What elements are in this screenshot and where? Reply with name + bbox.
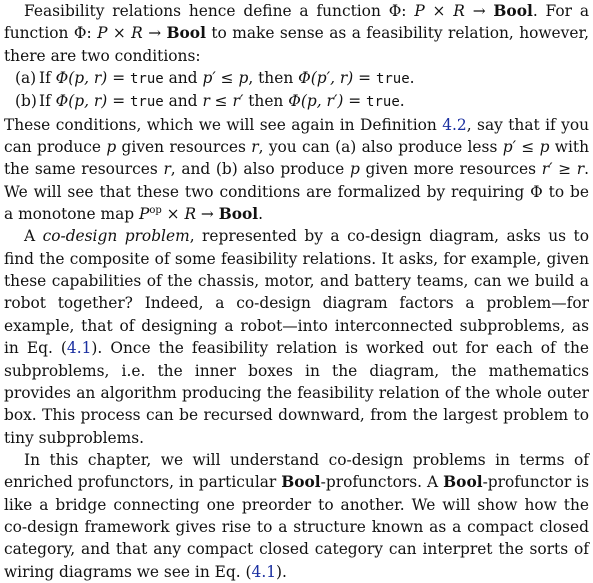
paragraph-co-design-problem: [4, 225, 589, 448]
text: =: [353, 69, 376, 88]
text: , represented by a co-design diagram, asks us to find the composite of some feasibility relations. It asks, for example, given these capabilities of the chassis, motor, and battery teams, can we build a robot together? Indeed, a co-design diagram factors a problem—for example, that of designing a robot—into interconnected subproblems, as in Eq. (: [4, 227, 589, 358]
text: A: [24, 227, 43, 246]
math-expression: r: [251, 138, 259, 157]
superscript: op: [149, 205, 162, 217]
text: , you can (a) also produce less: [258, 138, 503, 157]
math-expression: Φ(p, r): [55, 92, 108, 111]
math-expression: Φ(p, r′): [288, 92, 344, 111]
condition-item-a: [4, 67, 589, 90]
math-expression: P × R: [414, 2, 465, 20]
text: .: [258, 205, 264, 224]
code-value: true: [375, 71, 410, 88]
math-expression: P: [138, 205, 150, 224]
arrow: →: [142, 24, 167, 43]
text: ).: [276, 562, 287, 581]
text: If: [39, 92, 56, 111]
code-value: true: [366, 94, 400, 111]
code-value: true: [129, 71, 164, 88]
text: ). Once the feasibility relation is worked out for each of the subproblems, i.e. the inner boxes in the diagram, the mathematics provides an algorithm producing the feasibility relation of the whole outer box. This process can be recursed downward, from the largest problem to tiny subproblems.: [4, 339, 589, 447]
bold-term: Bool: [443, 473, 483, 492]
text: . We will see that these two conditions are formalized by requiring Φ to be a monotone map: [4, 160, 589, 224]
text: .: [409, 69, 415, 88]
math-expression: Φ(p′, r): [298, 69, 354, 88]
text: and: [163, 92, 203, 111]
text: given resources: [116, 138, 252, 157]
math-expression: p′ ≤ p: [202, 69, 249, 88]
text: , say that if you can produce: [4, 115, 589, 157]
equation-link[interactable]: 4.1: [66, 339, 92, 358]
math-expression: r′ ≥ r: [541, 160, 585, 179]
list-label: (a): [15, 69, 37, 88]
text: -profunctors. A: [320, 473, 444, 492]
math-expression: p: [349, 160, 360, 179]
text: and: [163, 69, 203, 88]
bold-term: Bool: [218, 205, 259, 224]
text: -profunctor is like a bridge connecting one preorder to another. We will show how the co-design framework gives rise to a structure known as a compact closed category, and that any compact closed category can interpret the sorts of wiring diagrams we see in Eq. (: [4, 473, 589, 581]
math-expression: p′ ≤ p: [502, 138, 550, 157]
math-expression: Φ(p, r): [55, 69, 108, 88]
math-expression: × R →: [161, 205, 219, 224]
text: If: [39, 69, 56, 88]
text: =: [107, 69, 130, 88]
math-expression: P × R: [97, 24, 143, 43]
bold-term: Bool: [166, 24, 206, 43]
conditions-list: [4, 67, 589, 114]
text: then: [243, 92, 289, 111]
bold-term: Bool: [281, 473, 321, 492]
emphasized-term: co-design problem: [42, 227, 190, 246]
text: with the same resources: [4, 138, 589, 179]
text: =: [107, 92, 130, 111]
text: . For a function Φ:: [4, 2, 590, 43]
text: to make sense as a feasibility relation, however, there are two conditions:: [4, 24, 590, 65]
text: =: [343, 92, 367, 111]
bold-term: Bool: [493, 2, 533, 20]
text: Feasibility relations hence define a function Φ:: [24, 2, 415, 20]
paragraph-feasibility-function: [4, 0, 589, 67]
list-label: (b): [15, 92, 37, 111]
math-expression: p: [106, 138, 117, 157]
text: , and (b) also produce: [170, 160, 350, 179]
text: In this chapter, we will understand co-design problems in terms of enriched profunctors, in particular: [4, 450, 589, 492]
equation-link[interactable]: 4.1: [251, 562, 277, 581]
math-expression: r: [163, 160, 171, 179]
paragraph-conditions-explained: [4, 114, 589, 226]
code-value: true: [129, 94, 164, 111]
text: .: [399, 92, 405, 111]
text: These conditions, which we will see again in Definition: [4, 115, 443, 134]
condition-item-b: [4, 90, 589, 113]
text: given more resources: [359, 160, 542, 179]
text: , then: [248, 69, 299, 88]
definition-link[interactable]: 4.2: [442, 115, 467, 134]
paragraph-chapter-overview: [4, 449, 589, 583]
arrow: →: [464, 2, 494, 20]
math-expression: r ≤ r′: [202, 92, 244, 111]
